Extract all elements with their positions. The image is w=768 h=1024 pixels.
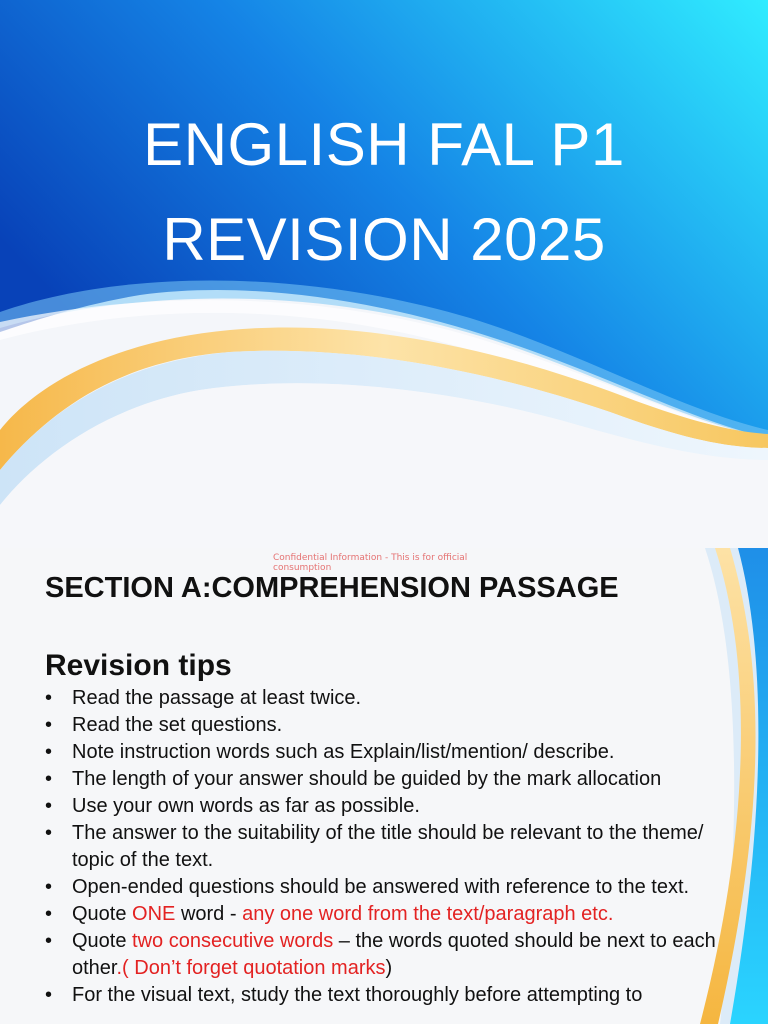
revision-tips-list: [45, 685, 725, 1009]
tip-item: [45, 739, 725, 766]
tip-item: [45, 793, 725, 820]
tip-text: Open-ended questions should be answered with reference to the text.: [72, 876, 690, 898]
confidential-notice: Confidential Information - This is for official consumption: [273, 553, 468, 573]
bullet-icon: •: [45, 876, 53, 898]
bullet-icon: •: [45, 741, 53, 763]
tip-text: The length of your answer should be guided by the mark allocation: [72, 768, 662, 790]
tip-text: Quote: [72, 903, 133, 925]
tip-item: [45, 928, 725, 982]
tip-item: [45, 712, 725, 739]
revision-tips-slide: [0, 548, 768, 1024]
tip-item: [45, 685, 725, 712]
tip-item: [45, 982, 725, 1009]
bullet-icon: •: [45, 984, 53, 1006]
tip-item: [45, 766, 725, 793]
tip-text: word -: [175, 903, 243, 925]
tip-text: Read the set questions.: [72, 714, 283, 736]
section-heading: SECTION A:COMPREHENSION PASSAGE: [45, 572, 619, 604]
bullet-icon: •: [45, 714, 53, 736]
tip-text-highlight: .( Don’t forget quotation marks: [116, 957, 386, 979]
bullet-icon: •: [45, 822, 53, 844]
slide-title-line-2: REVISION 2025: [162, 206, 606, 273]
bullet-icon: •: [45, 687, 53, 709]
bullet-icon: •: [45, 930, 53, 952]
tip-item: [45, 820, 725, 874]
tip-text: – the words quoted should be next to each other: [72, 930, 716, 979]
tip-text-highlight: ONE: [132, 903, 176, 925]
tip-text: Read the passage at least twice.: [72, 687, 362, 709]
tip-text: Quote: [72, 930, 133, 952]
bullet-icon: •: [45, 795, 53, 817]
revision-tips-heading: Revision tips: [45, 649, 232, 682]
bullet-icon: •: [45, 903, 53, 925]
tip-text-highlight: any one word from the text/paragraph etc.: [242, 903, 614, 925]
tip-text: For the visual text, study the text thoroughly before attempting to: [72, 984, 643, 1006]
tip-text-highlight: two consecutive words: [132, 930, 334, 952]
tip-item: [45, 874, 725, 901]
tip-item: [45, 901, 725, 928]
tip-text: Note instruction words such as Explain/list/mention/ describe.: [72, 741, 615, 763]
tip-text: The answer to the suitability of the title should be relevant to the theme/ topic of the text.: [72, 822, 704, 871]
bullet-icon: •: [45, 768, 53, 790]
slide-title-line-1: ENGLISH FAL P1: [143, 111, 625, 178]
tip-text: ): [385, 957, 393, 979]
tip-text: Use your own words as far as possible.: [72, 795, 420, 817]
